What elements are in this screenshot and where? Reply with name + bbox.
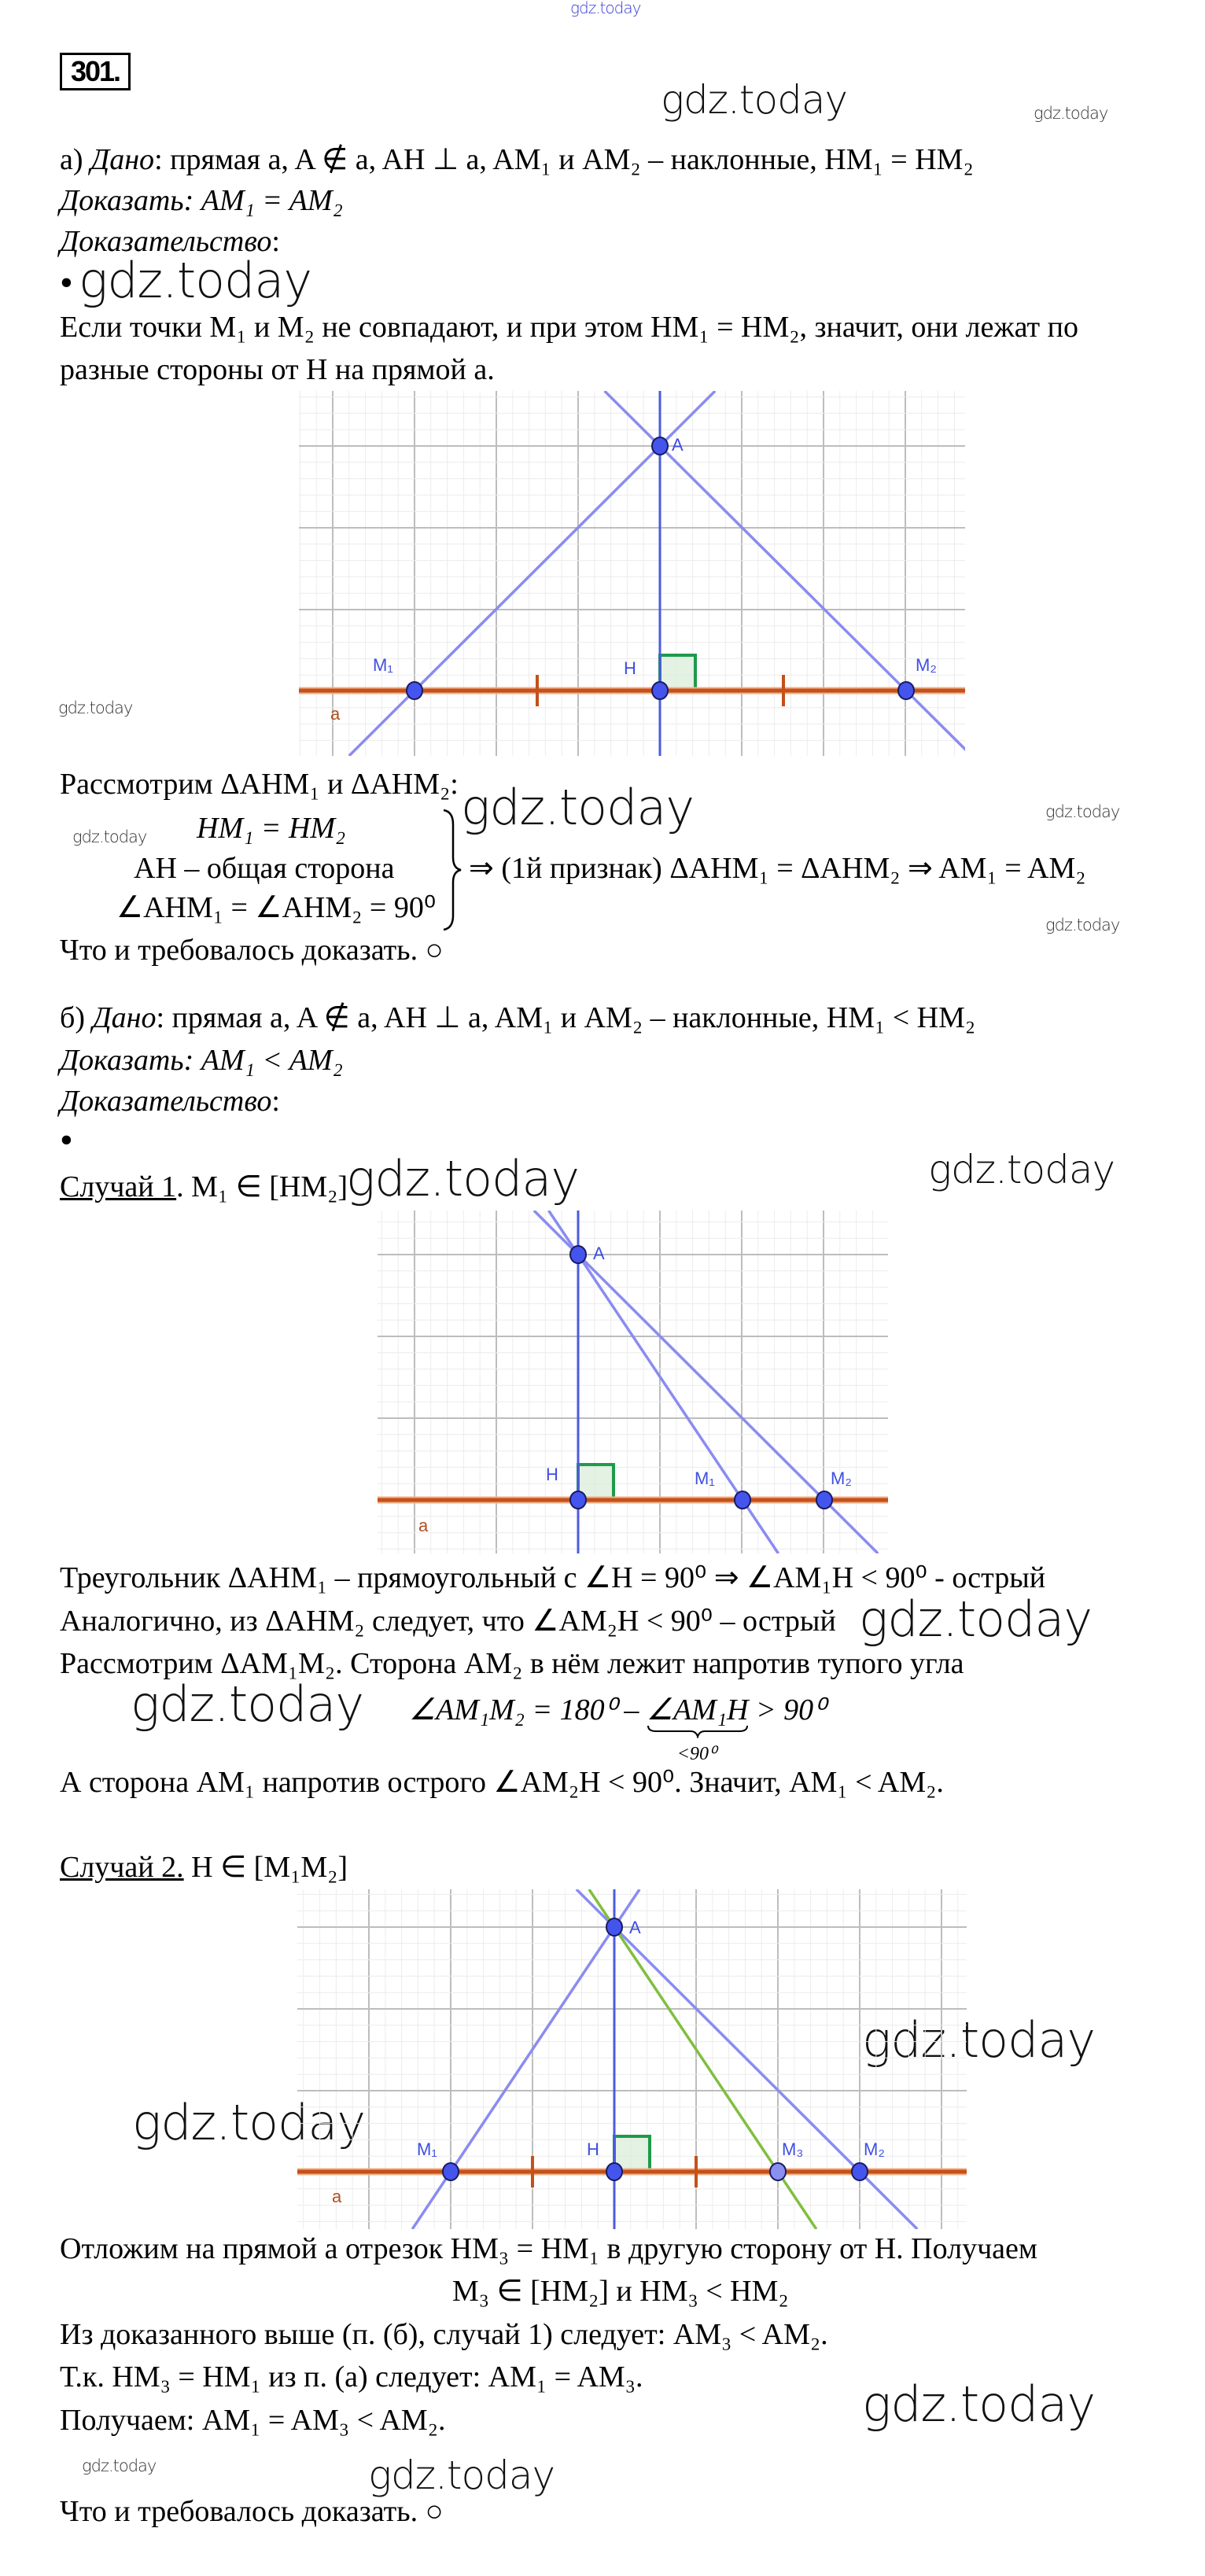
figure-drawing bbox=[297, 1889, 967, 2229]
label-M2: M₂ bbox=[916, 655, 937, 675]
label-M1: M₁ bbox=[417, 2139, 437, 2159]
prove-label: Доказать bbox=[60, 1044, 184, 1077]
point bbox=[570, 1491, 586, 1509]
proof-b bbox=[60, 1084, 280, 1118]
formula-right: > 90⁰ bbox=[748, 1693, 826, 1727]
underbraced-term bbox=[646, 1693, 749, 1764]
label-H: H bbox=[624, 658, 636, 678]
figure-case-2 bbox=[297, 1889, 967, 2229]
point bbox=[443, 2163, 459, 2180]
point bbox=[606, 2163, 622, 2180]
point bbox=[407, 682, 422, 699]
point bbox=[652, 437, 668, 455]
label-a: a bbox=[330, 704, 341, 724]
point bbox=[652, 682, 668, 699]
conclusion: ⇒ (1й признак) ΔAHM₁ = ΔAHM₂ ⇒ AM₁ = AM₂ bbox=[469, 852, 1086, 885]
prove-a bbox=[60, 183, 343, 218]
watermark: gdz.today bbox=[131, 1675, 364, 1733]
label-a: a bbox=[418, 1516, 429, 1535]
bullet: • bbox=[60, 1119, 73, 1161]
given-a bbox=[60, 142, 974, 177]
label-M2: M₂ bbox=[831, 1469, 852, 1488]
formula bbox=[409, 1693, 826, 1764]
figure-case-equal bbox=[299, 391, 965, 756]
given-label: Дано bbox=[90, 143, 155, 176]
case2-label: Случай 2. bbox=[60, 1851, 184, 1884]
watermark: gdz.today bbox=[1045, 802, 1120, 821]
watermark: gdz.today bbox=[1034, 104, 1108, 123]
bullet: • bbox=[60, 262, 73, 304]
watermark: gdz.today bbox=[82, 2456, 157, 2475]
watermark: gdz.today bbox=[346, 1150, 580, 1207]
case1-heading bbox=[60, 1170, 348, 1204]
watermark: gdz.today bbox=[1045, 916, 1120, 934]
system-eq-1: HM₁ = HM₂ bbox=[197, 812, 346, 845]
proof-line: Если точки M₁ и M₂ не совпадают, и при этом HM₁ = HM₂, значит, они лежат по bbox=[60, 311, 1078, 344]
system-eq-2: AH – общая сторона bbox=[134, 852, 395, 885]
prove-b bbox=[60, 1043, 343, 1078]
case2-line: Т.к. HM₃ = HM₁ из п. (а) следует: AM₁ = AM₃. bbox=[60, 2360, 643, 2394]
watermark: gdz.today bbox=[862, 2011, 1096, 2069]
qed: Что и требовалось доказать. ○ bbox=[60, 934, 444, 967]
point bbox=[735, 1491, 750, 1509]
problem-number: 301. bbox=[60, 53, 131, 90]
figure-drawing bbox=[299, 391, 965, 756]
system-brace bbox=[440, 809, 464, 931]
watermark: gdz.today bbox=[132, 2094, 366, 2151]
given-prefix: а) bbox=[60, 143, 91, 176]
qed: Что и требовалось доказать. ○ bbox=[60, 2495, 444, 2528]
proof-line: разные стороны от H на прямой a. bbox=[60, 353, 495, 386]
label-M2: M₂ bbox=[864, 2139, 885, 2159]
consider-line: Рассмотрим ΔAHM₁ и ΔAHM₂: bbox=[60, 768, 459, 801]
case2-line: M₃ ∈ [HM₂] и HM₃ < HM₂ bbox=[452, 2275, 789, 2308]
given-text: : прямая a, A ∉ a, AH ⊥ a, AM₁ и AM₂ – наклонные, HM₁ = HM₂ bbox=[154, 143, 974, 176]
proof-label: Доказательство bbox=[60, 1085, 272, 1118]
watermark: gdz.today bbox=[862, 2375, 1096, 2433]
watermark: gdz.today bbox=[368, 2453, 555, 2498]
watermark: gdz.today bbox=[72, 827, 147, 846]
label-A: A bbox=[672, 435, 684, 455]
watermark: gdz.today bbox=[859, 1590, 1093, 1648]
proof-label: Доказательство bbox=[60, 225, 272, 258]
case1-line: Треугольник ΔAHM₁ – прямоугольный с ∠H = 90⁰ ⇒ ∠AM₁H < 90⁰ - острый bbox=[60, 1561, 1046, 1594]
point bbox=[852, 2163, 868, 2180]
case1-end: А сторона AM₁ напротив острого ∠AM₂H < 90⁰. Значит, AM₁ < AM₂. bbox=[60, 1766, 944, 1799]
case2-heading bbox=[60, 1850, 348, 1885]
case1-line: Аналогично, из ΔAHM₂ следует, что ∠AM₂H < 90⁰ – острый bbox=[60, 1605, 836, 1638]
watermark: gdz.today bbox=[661, 77, 848, 123]
label-M3: M₃ bbox=[782, 2139, 804, 2159]
point bbox=[570, 1246, 586, 1263]
label-H: H bbox=[587, 2139, 599, 2159]
figure-case-1 bbox=[378, 1211, 888, 1553]
prove-text: : AM₁ < AM₂ bbox=[183, 1044, 343, 1077]
proof-colon: : bbox=[271, 225, 280, 258]
label-H: H bbox=[546, 1465, 558, 1484]
label-M1: M₁ bbox=[695, 1469, 715, 1488]
formula-left: ∠AM₁M₂ = 180⁰ – bbox=[409, 1693, 647, 1727]
given-prefix: б) bbox=[60, 1001, 93, 1034]
label-M1: M₁ bbox=[373, 655, 393, 675]
case1-label: Случай 1 bbox=[60, 1170, 177, 1203]
system-eq-3: ∠AHM₁ = ∠AHM₂ = 90⁰ bbox=[116, 891, 437, 924]
figure-drawing bbox=[378, 1211, 888, 1553]
case2-line: Из доказанного выше (п. (б), случай 1) следует: AM₃ < AM₂. bbox=[60, 2318, 828, 2351]
point bbox=[606, 1918, 622, 1936]
watermark: gdz.today bbox=[461, 779, 695, 836]
inclined-line bbox=[577, 1889, 917, 2229]
watermark: gdz.today bbox=[570, 0, 641, 17]
label-A: A bbox=[593, 1244, 605, 1263]
given-text: : прямая a, A ∉ a, AH ⊥ a, AM₁ и AM₂ – наклонные, HM₁ < HM₂ bbox=[156, 1001, 976, 1034]
case2-line: Получаем: AM₁ = AM₃ < AM₂. bbox=[60, 2404, 446, 2437]
proof-a bbox=[60, 224, 280, 259]
point bbox=[898, 682, 914, 699]
point bbox=[770, 2163, 786, 2180]
case1-line: Рассмотрим ΔAM₁M₂. Сторона AM₂ в нём лежит напротив тупого угла bbox=[60, 1647, 964, 1680]
watermark: gdz.today bbox=[928, 1147, 1115, 1192]
case2-line: Отложим на прямой a отрезок HM₃ = HM₁ в другую сторону от H. Получаем bbox=[60, 2232, 1037, 2265]
point bbox=[816, 1491, 832, 1509]
label-A: A bbox=[629, 1918, 641, 1937]
underbrace-label: <90⁰ bbox=[676, 1744, 717, 1764]
watermark: gdz.today bbox=[79, 252, 312, 309]
prove-label: Доказать bbox=[60, 184, 184, 217]
formula-brace-term: ∠AM₁H bbox=[646, 1693, 749, 1727]
case2-text: H ∈ [M₁M₂] bbox=[183, 1851, 348, 1884]
label-a: a bbox=[332, 2187, 342, 2206]
given-label: Дано bbox=[92, 1001, 157, 1034]
given-b bbox=[60, 1001, 975, 1035]
case1-text: . M₁ ∈ [HM₂] bbox=[176, 1170, 348, 1203]
watermark: gdz.today bbox=[58, 698, 133, 717]
proof-colon: : bbox=[271, 1085, 280, 1118]
prove-text: : AM₁ = AM₂ bbox=[183, 184, 343, 217]
